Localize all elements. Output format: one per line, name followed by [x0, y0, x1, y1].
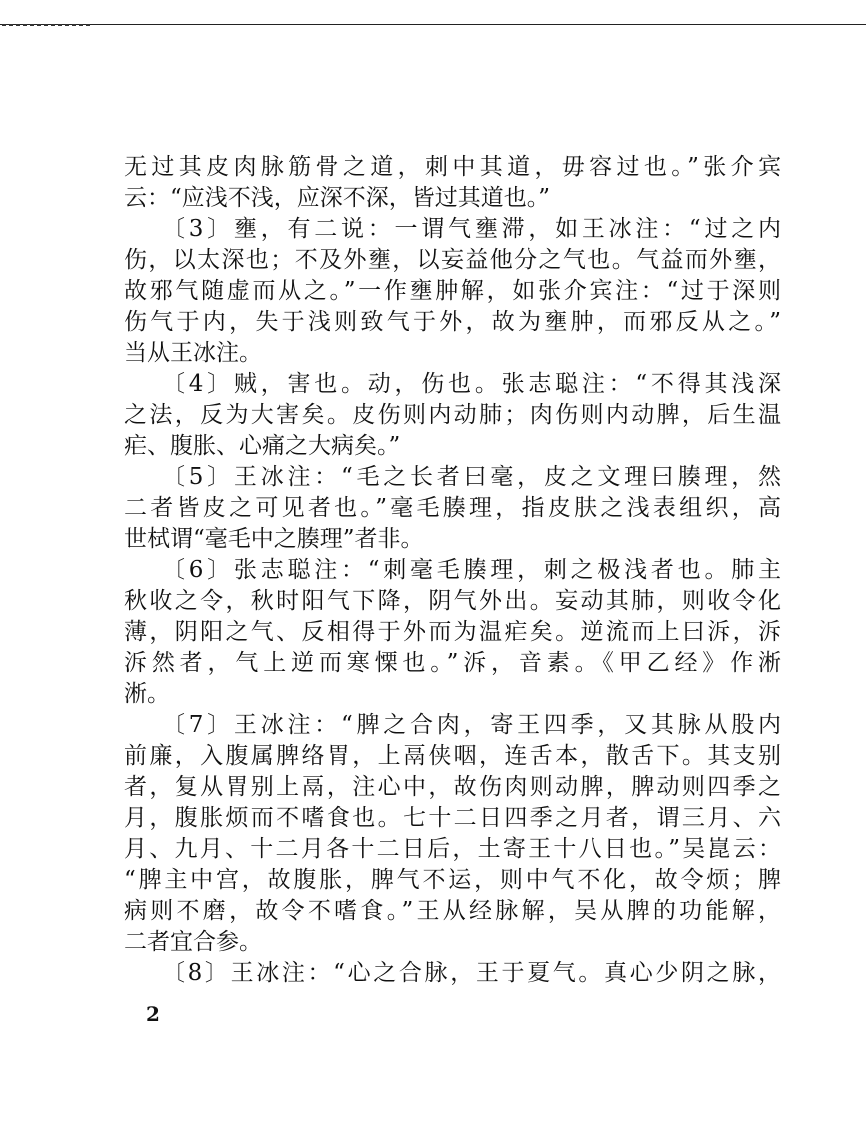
page-number: 2	[146, 1002, 160, 1026]
text-line: 前廉，入腹属脾络胃，上鬲侠咽，连舌本，散舌下。其支别	[124, 743, 781, 769]
text-line: 秋收之令，秋时阳气下降，阴气外出。妄动其肺，则收令化	[124, 588, 781, 614]
text-line: 故邪气随虚而从之。”一作壅肿解，如张介宾注：“过于深则	[124, 278, 781, 304]
text-line: 伤气于内，失于浅则致气于外，故为壅肿，而邪反从之。”	[124, 309, 781, 335]
paragraph	[124, 462, 781, 555]
text-line: 病则不磨，故令不嗜食。”王从经脉解，吴从脾的功能解，	[124, 898, 781, 924]
text-line: 泝然者，气上逆而寒慄也。”泝，音素。《甲乙经》作淅	[124, 650, 781, 676]
paragraph	[124, 214, 781, 369]
top-rule	[0, 24, 866, 25]
text-line: 薄，阴阳之气、反相得于外而为温疟矣。逆流而上曰泝，泝	[124, 619, 781, 645]
text-line: 二者宜合参。	[124, 929, 262, 955]
text-line: 伤，以太深也；不及外壅，以妄益他分之气也。气益而外壅，	[124, 247, 781, 273]
text-line: 者，复从胃别上鬲，注心中，故伤肉则动脾，脾动则四季之	[124, 774, 781, 800]
text-line: 云：“应浅不浅，应深不深，皆过其道也。”	[124, 185, 551, 211]
paragraph	[124, 369, 781, 462]
text-line: 疟、腹胀、心痛之大病矣。”	[124, 433, 401, 459]
paragraph	[124, 710, 781, 958]
paragraph	[124, 555, 781, 710]
paragraph	[124, 958, 781, 989]
top-rule-dashed-segment	[2, 24, 92, 26]
text-line: 〔6〕张志聪注：“刺毫毛腠理，刺之极浅者也。肺主	[162, 557, 781, 583]
text-line: 无过其皮肉脉筋骨之道，刺中其道，毋容过也。”张介宾	[124, 154, 781, 180]
body-text	[124, 152, 781, 989]
text-line: 二者皆皮之可见者也。”毫毛腠理，指皮肤之浅表组织，高	[124, 495, 781, 521]
text-line: 〔3〕壅，有二说：一谓气壅滞，如王冰注：“过之内	[162, 216, 781, 242]
text-line: 之法，反为大害矣。皮伤则内动肺；肉伤则内动脾，后生温	[124, 402, 781, 428]
text-line: 月，腹胀烦而不嗜食也。七十二日四季之月者，谓三月、六	[124, 805, 781, 831]
text-line: 世栻谓“毫毛中之腠理”者非。	[124, 526, 424, 552]
text-line: 月、九月、十二月各十二日后，土寄王十八日也。”吴崑云：	[124, 836, 781, 862]
text-line: 〔7〕王冰注：“脾之合肉，寄王四季，又其脉从股内	[162, 712, 781, 738]
text-line: “脾主中宫，故腹胀，脾气不运，则中气不化，故令烦；脾	[124, 867, 781, 893]
text-line: 淅。	[124, 681, 170, 707]
text-line: 〔4〕贼，害也。动，伤也。张志聪注：“不得其浅深	[162, 371, 781, 397]
text-line: 〔5〕王冰注：“毛之长者曰毫，皮之文理曰腠理，然	[162, 464, 781, 490]
text-line: 当从王冰注。	[124, 340, 262, 366]
paragraph	[124, 152, 781, 214]
text-line: 〔8〕王冰注：“心之合脉，王于夏气。真心少阴之脉，	[162, 960, 781, 986]
